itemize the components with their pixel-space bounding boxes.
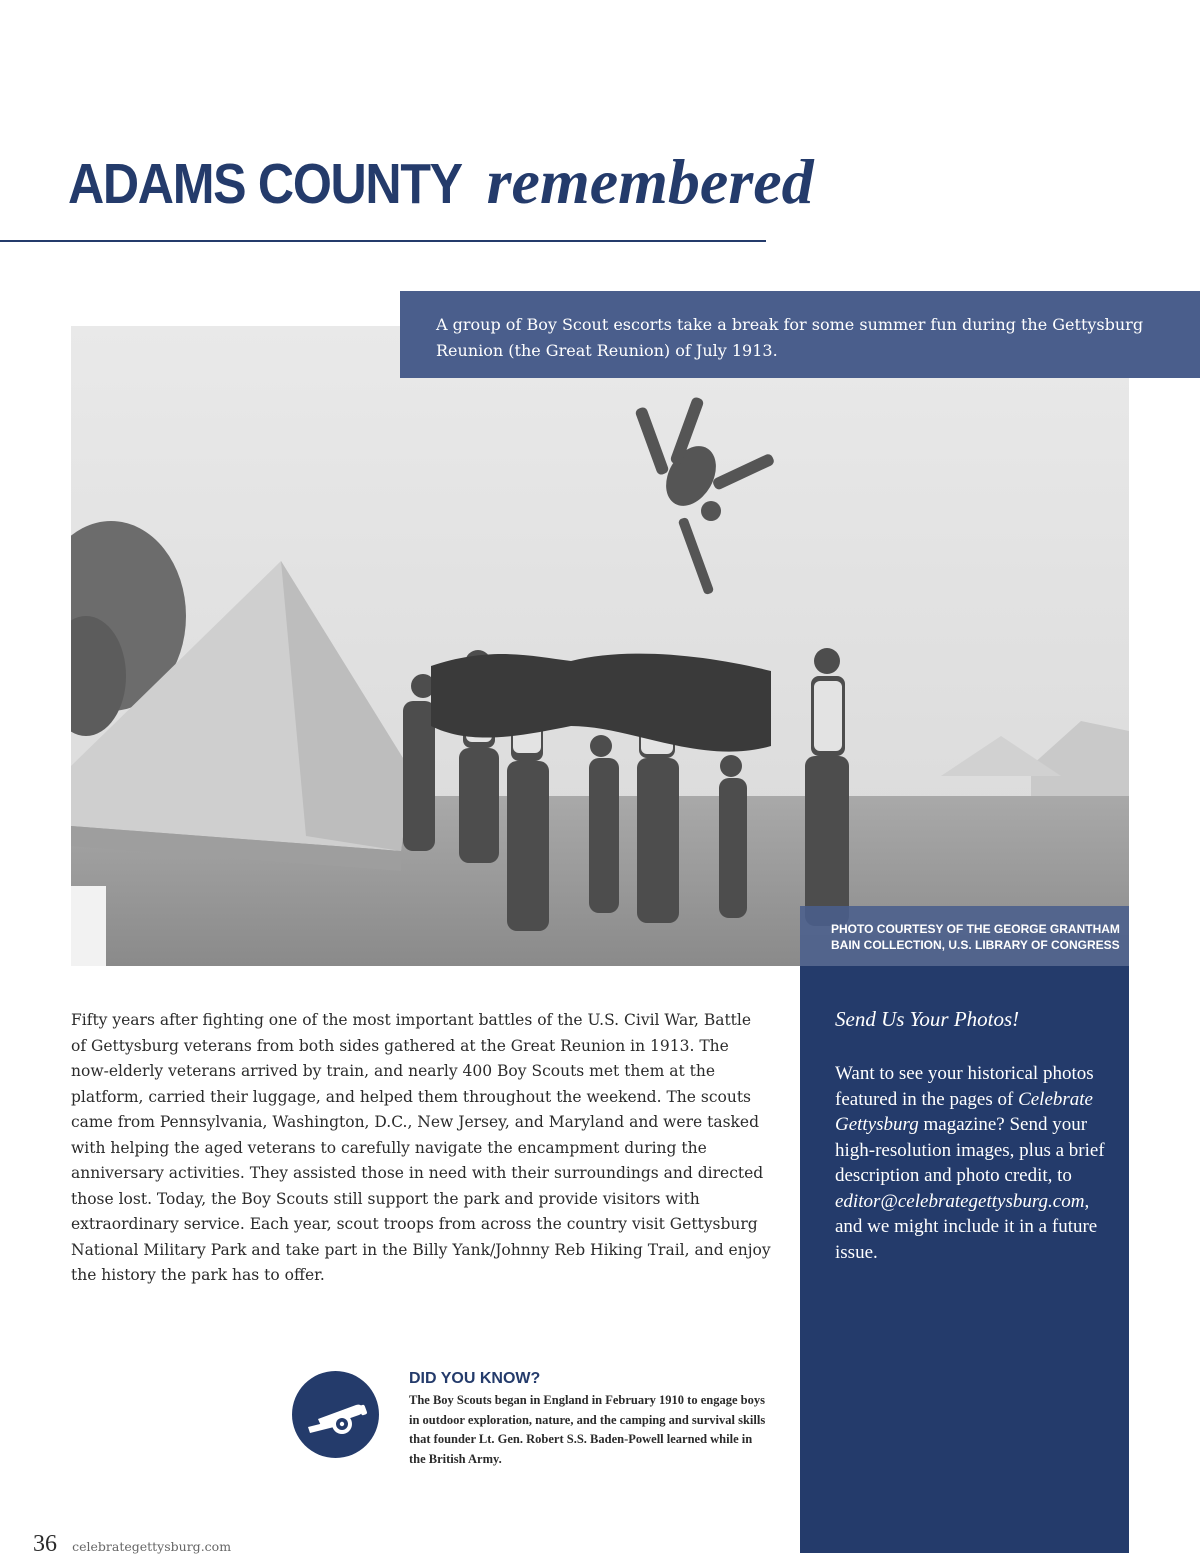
sidebar-body-3: , and we might include it in a future issue. [835, 1190, 1098, 1263]
magazine-name: Celebrate Gettysburg [835, 1088, 1093, 1135]
photo-caption [400, 291, 1200, 378]
cannon-badge [292, 1371, 379, 1458]
did-you-know-body: The Boy Scouts began in England in February 1910 to engage boys in outdoor exploration, nature, and the camping and survival skills that founder Lt. Gen. Robert S.S. Baden-Powell learned while in the British Army. [409, 1393, 766, 1466]
photo-credit [800, 906, 1129, 966]
scouts-blanket-toss-photo [71, 326, 1129, 966]
caption-text: A group of Boy Scout escorts take a break for some summer fun during the Gettysburg Reunion (the Great Reunion) of July 1913. [436, 315, 1144, 360]
email-link[interactable]: editor@celebrategettysburg.com [835, 1190, 1085, 1212]
sidebar-submit-photos [800, 966, 1129, 1553]
sidebar-title: Send Us Your Photos! [835, 1007, 1020, 1031]
historic-photo [71, 326, 1129, 966]
title-rule [0, 240, 766, 242]
page-number: 36 [33, 1531, 57, 1557]
footer-site: celebrategettysburg.com [72, 1539, 232, 1554]
sidebar-body-2: magazine? Send your high-resolution images, plus a brief description and photo credit, to [835, 1114, 1105, 1186]
title-bold: ADAMS COUNTY [68, 152, 462, 216]
sidebar-body [835, 1061, 1105, 1265]
did-you-know-title: DID YOU KNOW? [409, 1370, 541, 1387]
cannon-icon [292, 1371, 379, 1458]
title-italic: remembered [486, 146, 814, 217]
page-title [68, 146, 814, 217]
page-footer [33, 1531, 231, 1558]
credit-text: PHOTO COURTESY OF THE GEORGE GRANTHAM BAIN COLLECTION, U.S. LIBRARY OF CONGRESS [831, 922, 1120, 952]
sidebar-body-1: Want to see your historical photos featured in the pages of [835, 1063, 1094, 1110]
article-body: Fifty years after fighting one of the most important battles of the U.S. Civil War, Battle of Gettysburg veterans from both sides gathered at the Great Reunion in 1913. The now-elderly veterans arrived by train, and nearly 400 Boy Scouts met them at the platform, carried their luggage, and helped them throughout the weekend. The scouts came from Pennsylvania, Washington, D.C., New Jersey, and Maryland and were tasked with helping the aged veterans to carefully navigate the encampment during the anniversary activities. They assisted those in need with their surroundings and directed those lost. Today, the Boy Scouts still support the park and provide visitors with extraordinary service. Each year, scout troops from across the country visit Gettysburg National Military Park and take part in the Billy Yank/Johnny Reb Hiking Trail, and enjoy the history the park has to offer. [71, 1011, 771, 1284]
